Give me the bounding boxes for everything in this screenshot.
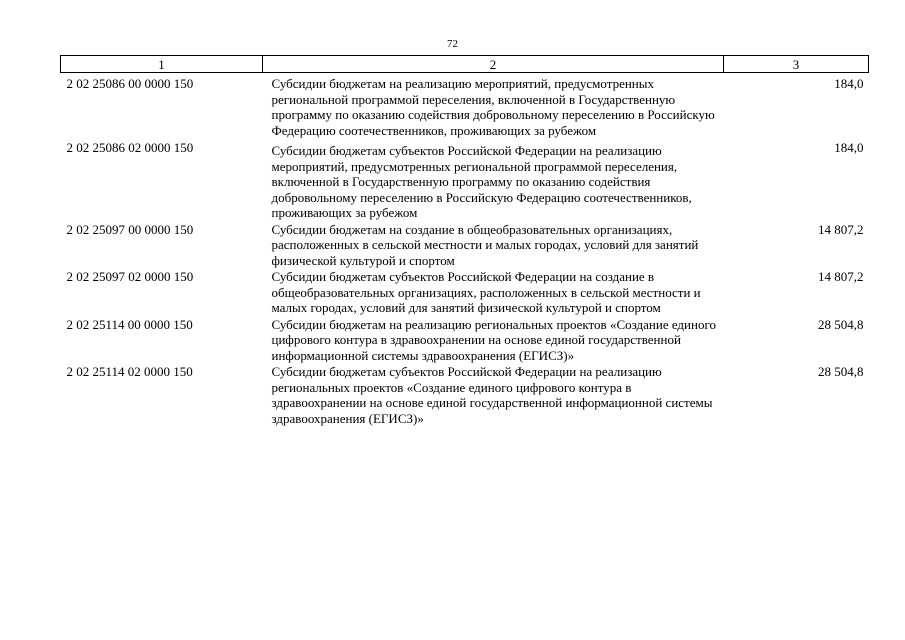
table-row [61,363,869,426]
column-header-description: 2 [263,56,724,73]
table-row [61,138,869,221]
table-row [61,73,869,139]
budget-code: 2 02 25086 02 0000 150 [66,140,194,155]
budget-amount: 28 504,8 [818,364,864,379]
budget-code: 2 02 25114 00 0000 150 [66,316,193,332]
budget-description: Субсидии бюджетам на реализацию мероприятий, предусмотренных региональной программой переселения, включенной в Государственную программу по оказанию содействия добровольному переселению в Российскую Федерацию соотечественников, проживающих за рубежом [271,76,715,138]
budget-code: 2 02 25097 00 0000 150 [66,221,194,237]
budget-amount: 14 807,2 [818,221,864,237]
budget-description: Субсидии бюджетам на создание в общеобразовательных организациях, расположенных в сельской местности и малых городах, условий для занятий физической культурой и спортом [271,221,699,268]
budget-amount: 14 807,2 [818,269,864,284]
budget-code: 2 02 25086 00 0000 150 [66,76,194,91]
budget-amount: 28 504,8 [818,316,864,332]
column-header-code: 1 [61,56,263,73]
budget-description: Субсидии бюджетам на реализацию региональных проектов «Создание единого цифрового контура в здравоохранении на основе единой государственной информационной системы здравоохранения (ЕГИСЗ)» [271,316,716,363]
budget-code: 2 02 25114 02 0000 150 [66,364,193,379]
table-row [61,268,869,316]
budget-table [60,55,869,426]
budget-code: 2 02 25097 02 0000 150 [66,269,194,284]
budget-amount: 184,0 [834,76,864,91]
header-row [61,56,869,73]
budget-amount: 184,0 [834,140,864,155]
table-row [61,221,869,269]
budget-description: Субсидии бюджетам субъектов Российской Федерации на создание в общеобразовательных организациях, расположенных в сельской местности и малых городах, условий для занятий физической культурой и спортом [271,269,701,315]
page-number: 72 [447,38,458,50]
budget-description: Субсидии бюджетам субъектов Российской Федерации на реализацию мероприятий, предусмотренных региональной программой переселения, включенной в Государственную программу по оказанию содействия добровольному переселению в Российскую Федерацию соотечественников, проживающих за рубежом [271,143,692,220]
table-row [61,316,869,364]
column-header-amount: 3 [724,56,869,73]
budget-description: Субсидии бюджетам субъектов Российской Федерации на реализацию региональных проектов «Создание единого цифрового контура в здравоохранении на основе единой государственной информационной системы здравоохранения (ЕГИСЗ)» [271,364,713,426]
